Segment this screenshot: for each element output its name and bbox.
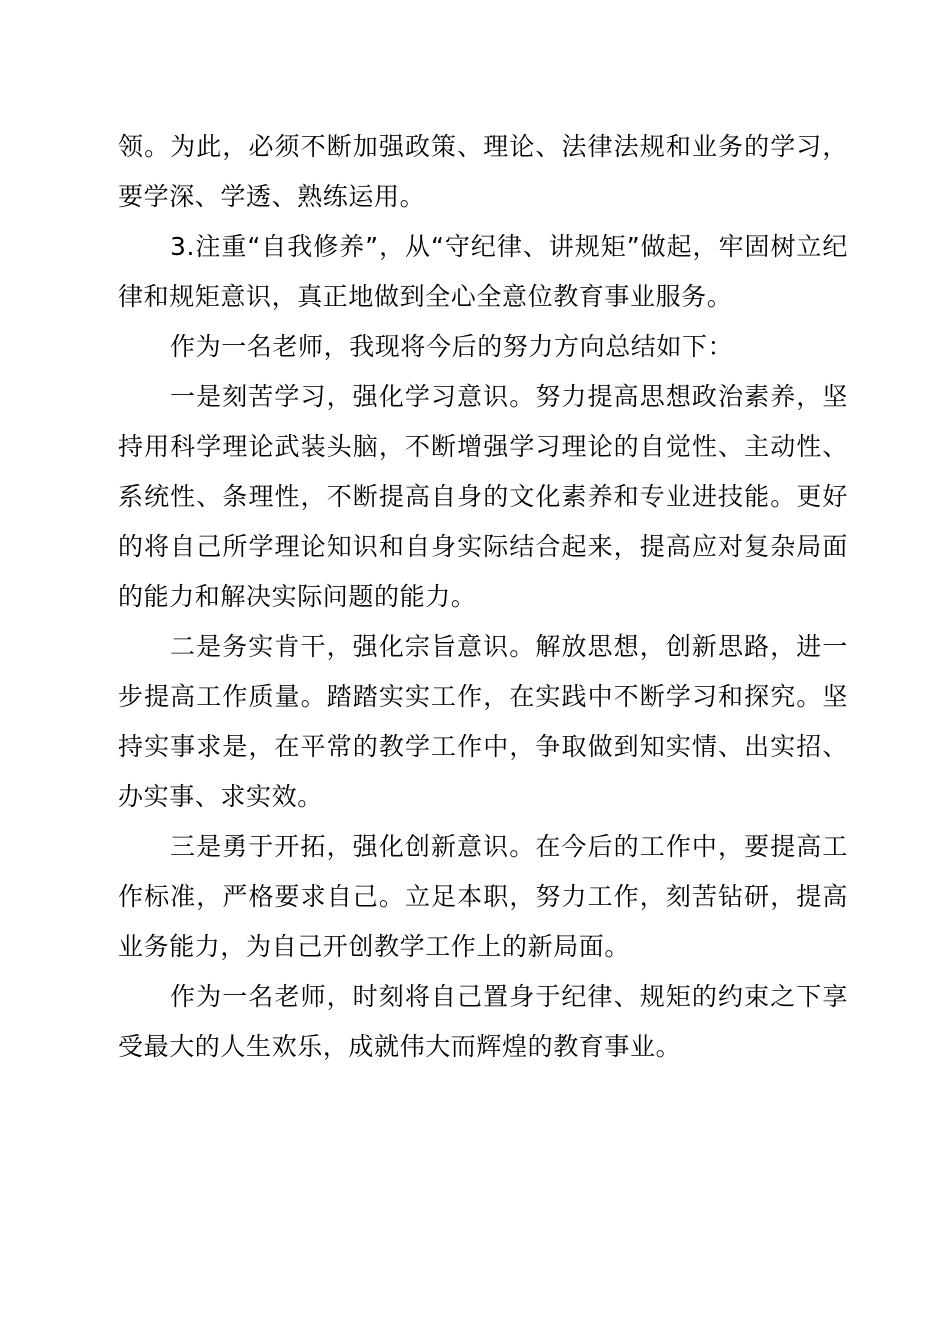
paragraph-7: 作为一名老师，时刻将自己置身于纪律、规矩的约束之下享受最大的人生欢乐，成就伟大而辉煌的教育事业。 bbox=[118, 982, 848, 1061]
document-body bbox=[118, 122, 848, 1072]
paragraph-4: 一是刻苦学习，强化学习意识。努力提高思想政治素养，坚持用科学理论武装头脑，不断增强学习理论的自觉性、主动性、系统性、条理性，不断提高自身的文化素养和专业进技能。更好的将自己所学理论知识和自身实际结合起来，提高应对复杂局面的能力和解决实际问题的能力。 bbox=[118, 382, 848, 611]
paragraph-6: 三是勇于开拓，强化创新意识。在今后的工作中，要提高工作标准，严格要求自己。立足本职，努力工作，刻苦钻研，提高业务能力，为自己开创教学工作上的新局面。 bbox=[118, 832, 848, 961]
paragraph-2: 3.注重“自我修养”，从“守纪律、讲规矩”做起，牢固树立纪律和规矩意识，真正地做到全心全意位教育事业服务。 bbox=[118, 232, 848, 311]
paragraph-1: 领。为此，必须不断加强政策、理论、法律法规和业务的学习，要学深、学透、熟练运用。 bbox=[118, 132, 848, 211]
paragraph-5: 二是务实肯干，强化宗旨意识。解放思想，创新思路，进一步提高工作质量。踏踏实实工作，在实践中不断学习和探究。坚持实事求是，在平常的教学工作中，争取做到知实情、出实招、办实事、求实效。 bbox=[118, 632, 848, 811]
paragraph-3: 作为一名老师，我现将今后的努力方向总结如下： bbox=[170, 332, 734, 361]
